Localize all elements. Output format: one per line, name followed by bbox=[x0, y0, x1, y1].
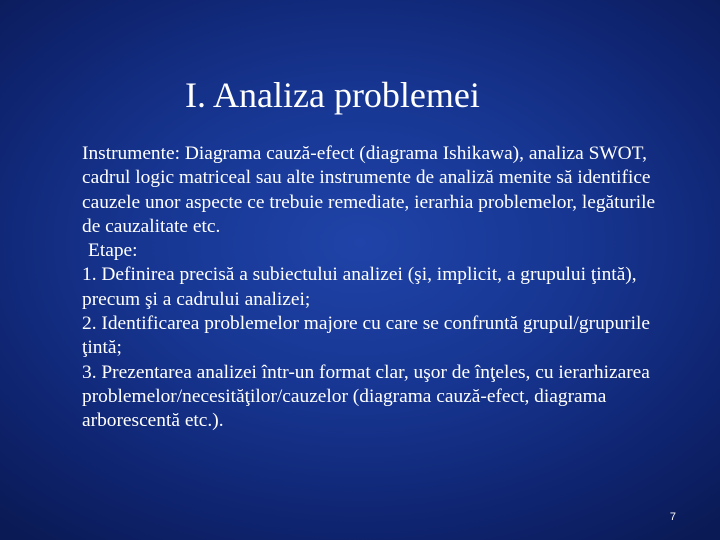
step-item-2: 2. Identificarea problemelor majore cu care se confruntă grupul/grupurile ţintă; bbox=[82, 313, 650, 359]
instruments-text: Diagrama cauză-efect (diagrama Ishikawa), analiza SWOT, cadrul logic matriceal sau alte instrumente de analiză menite să identifice cauzele unor aspecte ce trebuie remediate, ierarhia problemelor, legăturile de cauzalitate etc. bbox=[82, 143, 656, 237]
instruments-label: Instrumente: bbox=[82, 143, 181, 164]
slide-title: I. Analiza problemei bbox=[185, 75, 480, 115]
page-number: 7 bbox=[669, 511, 676, 523]
step-item-1: 1. Definirea precisă a subiectului analizei (şi, implicit, a grupului ţintă), precum şi a cadrului analizei; bbox=[82, 264, 637, 310]
instruments-paragraph bbox=[82, 142, 672, 239]
step-item-3: 3. Prezentarea analizei într-un format clar, uşor de înţeles, cu ierarhizarea problemelor/necesităţilor/cauzelor (diagrama cauză-efect, diagrama arborescentă etc.). bbox=[82, 361, 650, 432]
slide-body bbox=[82, 142, 672, 434]
steps-heading: Etape: bbox=[88, 240, 138, 262]
